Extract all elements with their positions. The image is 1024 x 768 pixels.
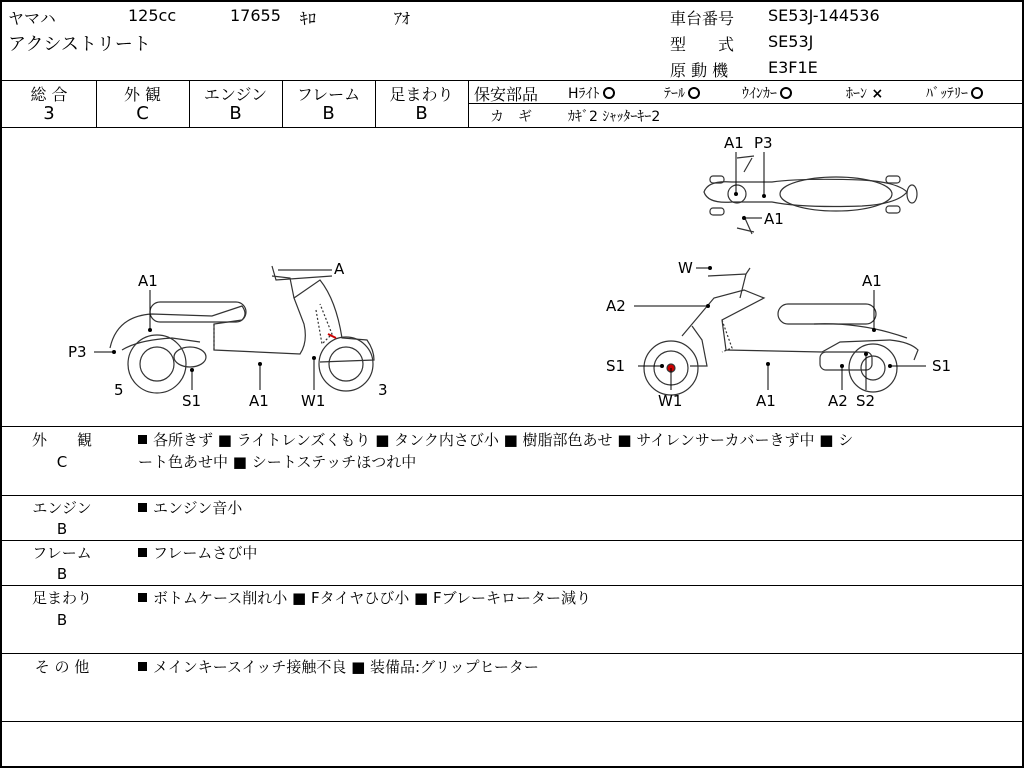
model-name: アクシストリート [8, 34, 151, 55]
type-label: 型 式 [670, 35, 735, 54]
frame-section-label: フレーム [32, 544, 92, 562]
maker: ヤマハ [8, 9, 56, 28]
engine-section-label: エンジン [32, 499, 92, 517]
bullet-icon [138, 548, 147, 557]
diagram-label: S1 [606, 357, 626, 375]
exterior-grade: C [56, 453, 68, 471]
diagram-label: W [678, 259, 693, 277]
divider [2, 540, 1024, 541]
ok-circle-icon [971, 87, 983, 99]
diagram-label: 5 [114, 381, 124, 399]
grade-frame-label: フレーム [296, 85, 361, 104]
diagram-label: A1 [862, 272, 882, 290]
suspension-section-grade: B [56, 611, 68, 629]
frame-notes: フレームさび中 [138, 542, 257, 564]
engine-section-grade: B [56, 520, 68, 538]
diagram-label: A1 [724, 134, 744, 152]
suspension-section-label: 足まわり [31, 589, 92, 607]
cross-icon: × [871, 86, 884, 102]
other-notes: メインキースイッチ接触不良 ■ 装備品:グリップヒーター [138, 656, 539, 678]
suspension-notes: ボトムケース削れ小 ■ Fタイヤひび小 ■ Fブレーキローター減り [138, 587, 591, 609]
keys-value: ｶｷﾞ2 ｼｬｯﾀｰｷｰ2 [568, 109, 661, 125]
diagram-label: A1 [764, 210, 784, 228]
diagram-label: A [334, 260, 345, 278]
diagram-label: A1 [249, 392, 269, 410]
ok-circle-icon [603, 87, 615, 99]
grade-overall-value: 3 [43, 103, 55, 124]
winker-status: ｳｲﾝｶｰ [742, 83, 792, 103]
diagram-label: P3 [754, 134, 773, 152]
divider [2, 80, 1024, 81]
tail-status: ﾃｰﾙ [664, 83, 700, 103]
grade-frame-value: B [322, 103, 335, 124]
bullet-icon [138, 593, 147, 602]
ok-circle-icon [780, 87, 792, 99]
frame-section-grade: B [56, 565, 68, 583]
grade-exterior-value: C [136, 103, 149, 124]
grade-overall-label: 総 合 [30, 85, 68, 104]
diagram-label: A2 [828, 392, 848, 410]
displacement: 125cc [128, 6, 177, 25]
divider [2, 426, 1024, 427]
engine-notes: エンジン音小 [138, 497, 242, 519]
ok-circle-icon [688, 87, 700, 99]
diagram-label: S2 [856, 392, 876, 410]
divider [2, 585, 1024, 586]
diagram-label: A1 [138, 272, 158, 290]
frame-no-label: 車台番号 [670, 9, 735, 28]
safety-label: 保安部品 [474, 85, 539, 104]
diagram-label: A2 [606, 297, 626, 315]
damage-diagram [2, 128, 1022, 426]
mileage: 17655 [230, 6, 281, 25]
grade-suspension-label: 足まわり [389, 85, 454, 104]
diagram-label: 3 [378, 381, 388, 399]
horn-status: ﾎｰﾝ × [846, 86, 884, 102]
exterior-notes-line2: ート色あせ中 ■ シートステッチほつれ中 [138, 453, 417, 471]
divider [468, 103, 1024, 104]
battery-status: ﾊﾞｯﾃﾘｰ [926, 83, 983, 103]
grade-engine-label: エンジン [203, 85, 268, 104]
diagram-label: P3 [68, 343, 87, 361]
mileage-unit: ｷﾛ [300, 9, 317, 28]
diagram-label: W1 [301, 392, 326, 410]
keys-label: カ ギ [490, 109, 532, 125]
exterior-notes-line1: 各所きず ■ ライトレンズくもり ■ タンク内さび小 ■ 樹脂部色あせ ■ サイレンサーカバーきず中 ■ シ [138, 429, 853, 451]
diagram-label: S1 [182, 392, 202, 410]
divider [2, 653, 1024, 654]
diagram-label: A1 [756, 392, 776, 410]
bullet-icon [138, 503, 147, 512]
bullet-icon [138, 662, 147, 671]
other-section-label: そ の 他 [34, 658, 90, 676]
headlight-status: Hﾗｲﾄ [568, 83, 615, 103]
grade-suspension-value: B [415, 103, 428, 124]
diagram-label: W1 [658, 392, 683, 410]
engine-label: 原 動 機 [670, 61, 729, 80]
frame-no: SE53J-144536 [768, 6, 880, 25]
bullet-icon [138, 435, 147, 444]
color: ｱｵ [394, 9, 411, 28]
grade-exterior-label: 外 観 [123, 85, 162, 104]
type-value: SE53J [768, 32, 814, 51]
engine-value: E3F1E [768, 58, 818, 77]
divider [2, 495, 1024, 496]
diagram-label: S1 [932, 357, 952, 375]
grade-engine-value: B [229, 103, 242, 124]
exterior-label: 外 観 [31, 431, 92, 449]
divider [2, 721, 1024, 722]
